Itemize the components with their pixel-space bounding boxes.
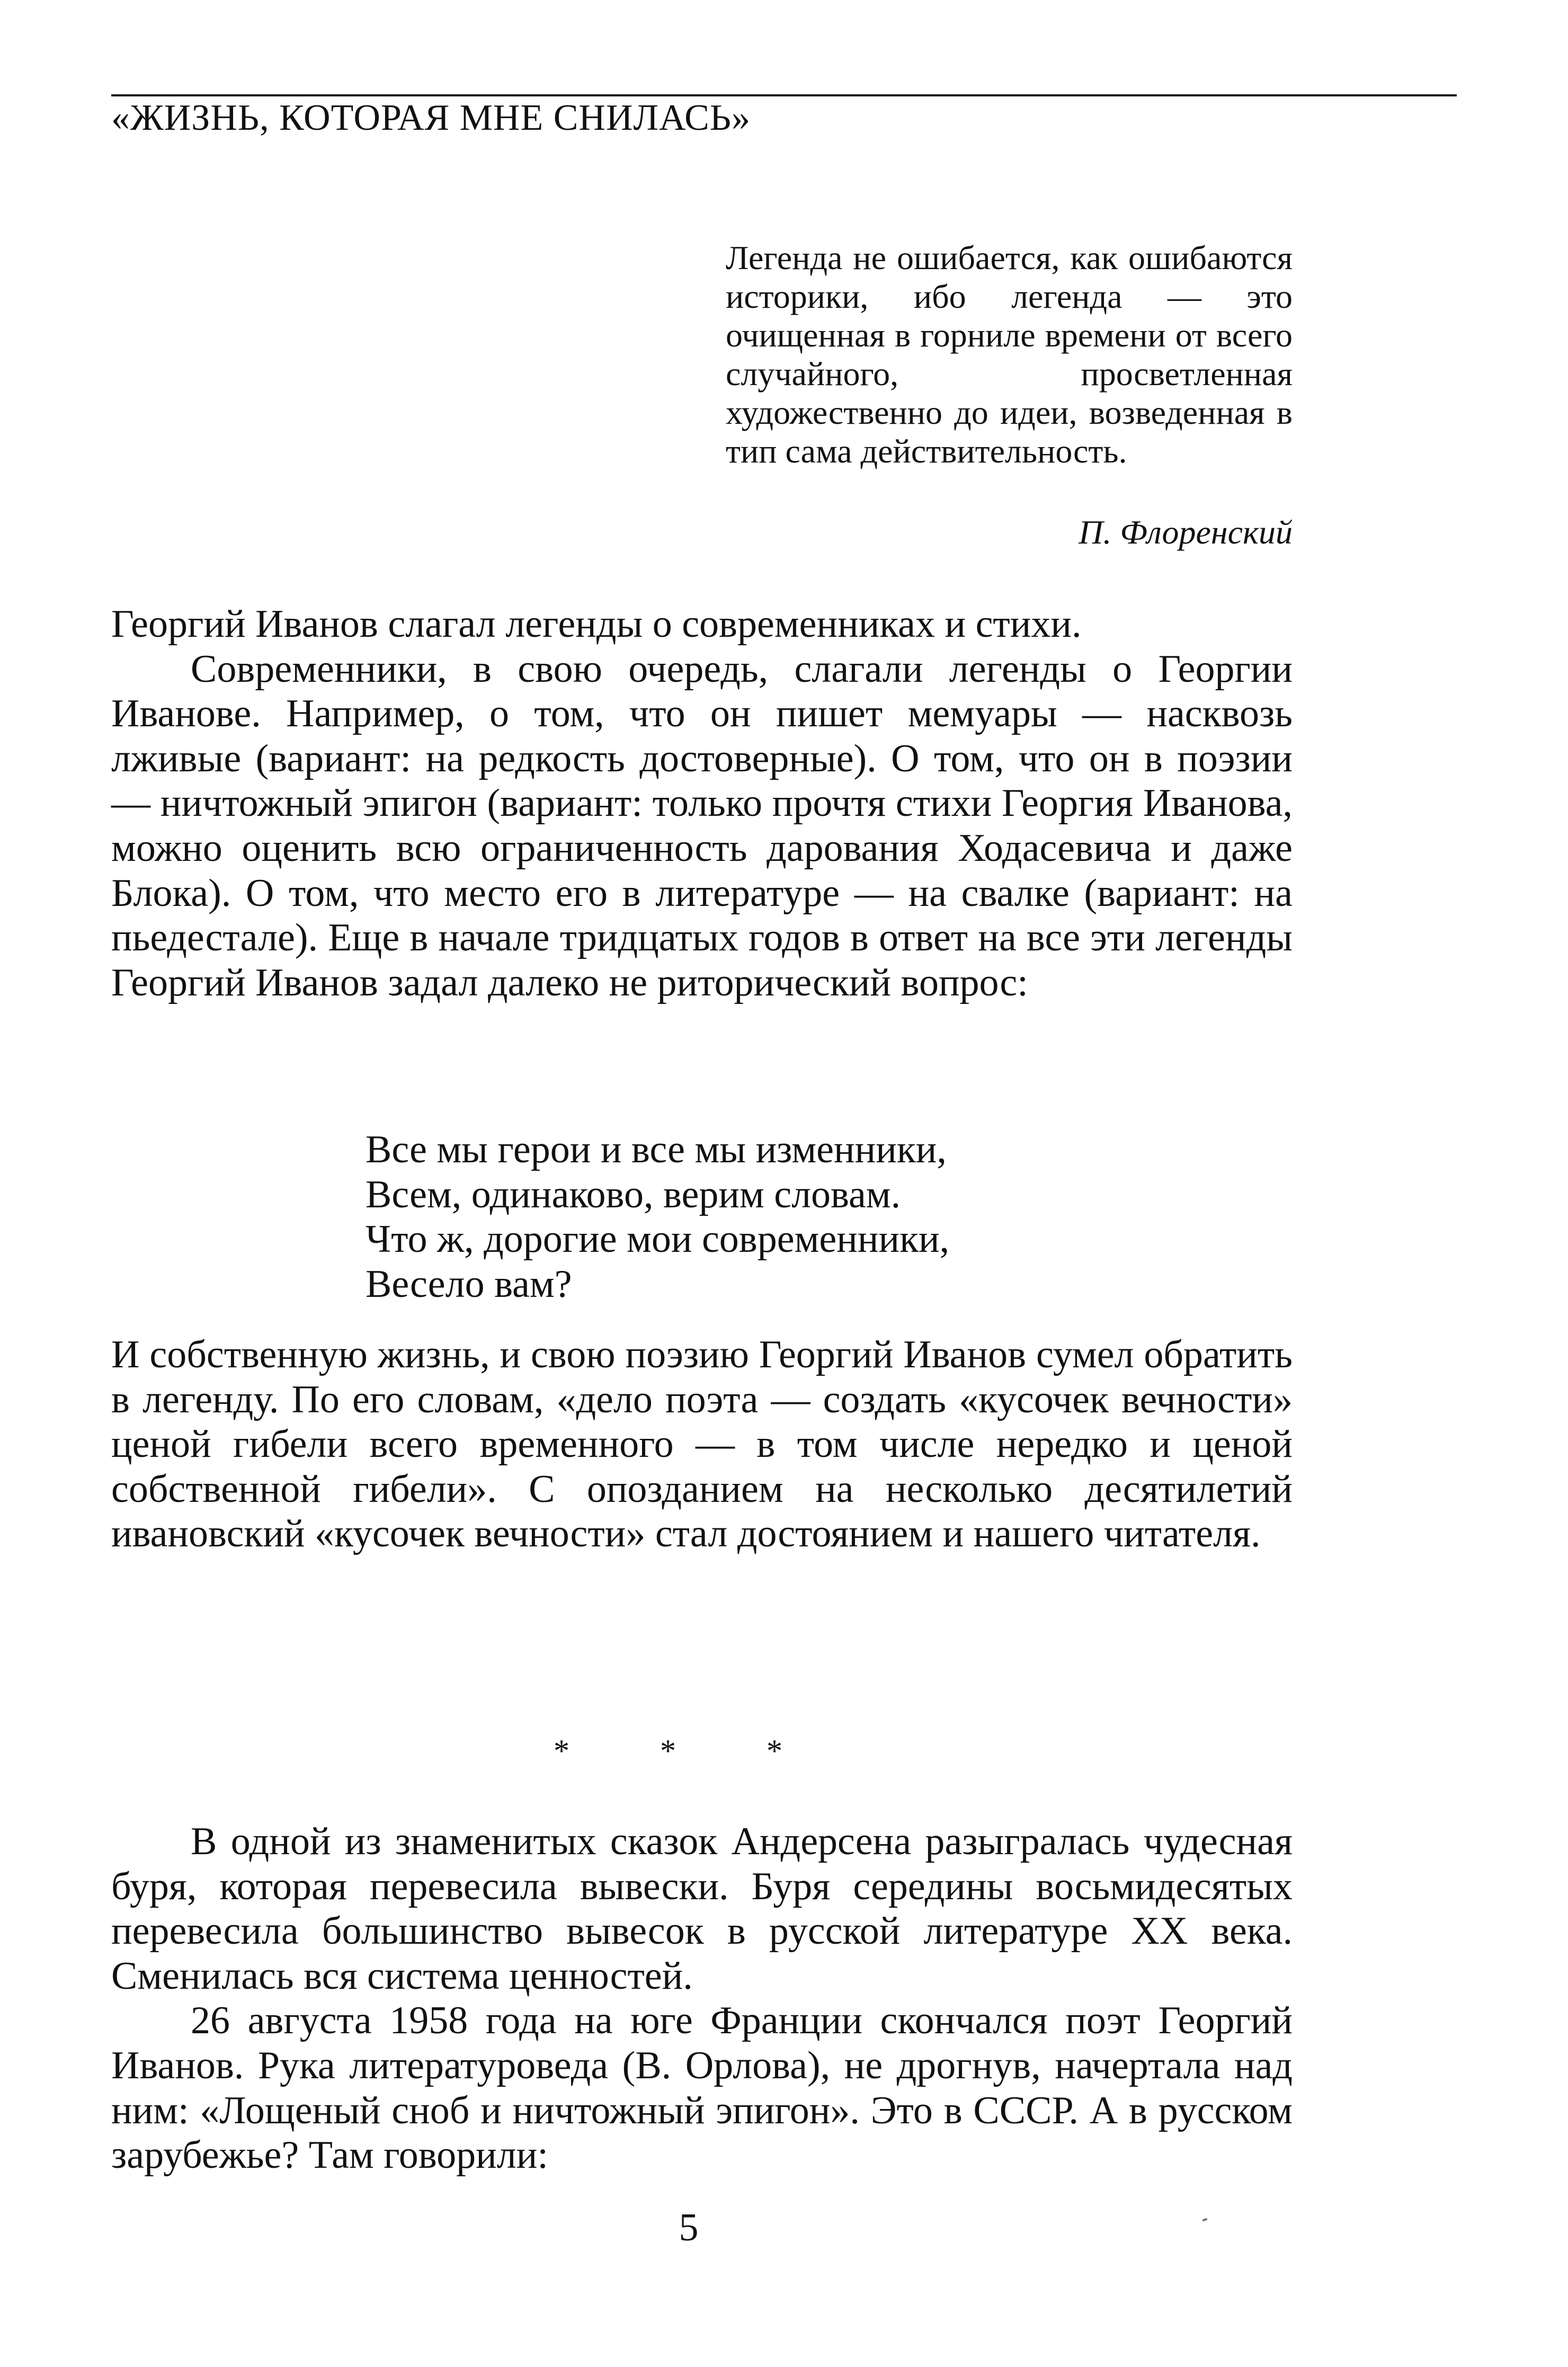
poem-line: Все мы герои и все мы изменники, [366,1128,947,1171]
epigraph-text: Легенда не ошибается, как ошибаются историки, ибо легенда — это очищенная в горниле времени от всего случайного, просветленная художественно до идеи, возведенная в тип сама действительность. [726,239,1293,470]
section-intro [111,602,1293,1005]
running-title: «ЖИЗНЬ, КОТОРАЯ МНЕ СНИЛАСЬ» [111,97,751,138]
poem-line: Что ж, дорогие мои современники, [366,1217,950,1261]
scan-speck [1202,2218,1208,2222]
paragraph: И собственную жизнь, и свою поэзию Георгий Иванов сумел обратить в легенду. По его словам, «дело поэта — создать «кусочек вечности» ценой гибели всего временного — в том числе нередко и ценой собственной гибели». С опозданием на несколько десятилетий ивановский «кусочек вечности» стал достоянием и нашего читателя. [111,1333,1293,1556]
section-andersen [111,1819,1293,2178]
poem-line: Всем, одинаково, верим словам. [366,1172,901,1216]
paragraph: 26 августа 1958 года на юге Франции скончался поэт Георгий Иванов. Рука литературоведа (В. Орлова), не дрогнув, начертала над ним: «Лощеный сноб и ничтожный эпигон». Это в СССР. А в русском зарубежье? Там говорили: [111,1999,1293,2177]
page-number: 5 [679,2206,699,2249]
section-legend [111,1332,1293,1556]
poem-quote [366,1127,949,1306]
paragraph: В одной из знаменитых сказок Андерсена разыгралась чудесная буря, которая перевесила вывески. Буря середины восьмидесятых перевесила большинство вывесок в русской литературе XX века. Сменилась вся система ценностей. [111,1820,1293,1998]
paragraph: Георгий Иванов слагал легенды о современниках и стихи. [111,602,1082,646]
section-separator: * * * [554,1733,824,1768]
poem-line: Весело вам? [366,1262,572,1306]
epigraph-author: П. Флоренский [1079,513,1293,551]
paragraph: Современники, в свою очередь, слагали легенды о Георгии Иванове. Например, о том, что он пишет мемуары — насквозь лживые (вариант: на редкость достоверные). О том, что он в поэзии — ничтожный эпигон (вариант: только прочтя стихи Георгия Иванова, можно оценить всю ограниченность дарования Ходасевича и даже Блока). О том, что место его в литературе — на свалке (вариант: на пьедестале). Еще в начале тридцатых годов в ответ на все эти легенды Георгий Иванов задал далеко не риторический вопрос: [111,647,1293,1004]
